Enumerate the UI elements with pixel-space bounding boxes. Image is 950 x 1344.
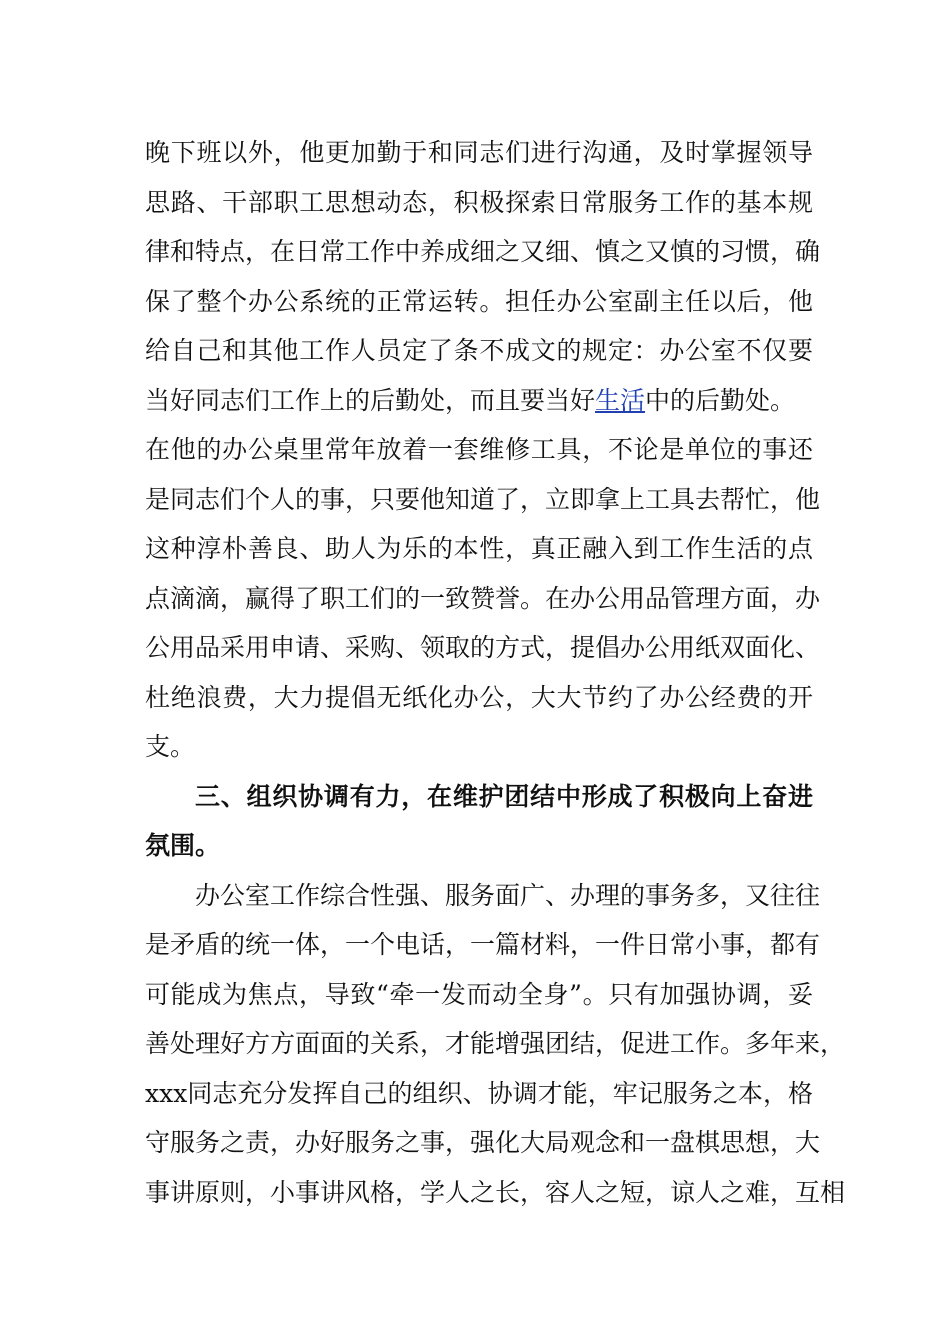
body-line: 支。 xyxy=(145,732,196,761)
body-line: 在他的办公桌里常年放着一套维修工具，不论是单位的事还 xyxy=(145,435,813,464)
body-line: 保了整个办公系统的正常运转。担任办公室副主任以后，他 xyxy=(145,286,813,316)
body-line: 给自己和其他工作人员定了条不成文的规定：办公室不仅要 xyxy=(145,336,813,365)
body-text: 中的后勤处。 xyxy=(645,385,796,415)
body-line: 是同志们个人的事，只要他知道了，立即拿上工具去帮忙，他 xyxy=(145,484,821,514)
body-line: 办公室工作综合性强、服务面广、办理的事务多，又往往 xyxy=(195,880,821,910)
body-line: 这种淳朴善良、助人为乐的本性，真正融入到工作生活的点 xyxy=(145,534,813,563)
body-line: 可能成为焦点，导致“牵一发而动全身”。只有加强协调，妥 xyxy=(145,979,813,1009)
body-line: 事讲原则，小事讲风格，学人之长，容人之短，谅人之难，互相 xyxy=(145,1177,846,1207)
body-line: 善处理好方方面面的关系，才能增强团结，促进工作。多年来， xyxy=(145,1029,846,1058)
body-line: 律和特点，在日常工作中养成细之又细、慎之又慎的习惯，确 xyxy=(145,237,821,266)
document-body xyxy=(145,128,846,1217)
body-line: xxx同志充分发挥自己的组织、协调才能，牢记服务之本，格 xyxy=(145,1078,813,1108)
body-line: 守服务之责，办好服务之事，强化大局观念和一盘棋思想，大 xyxy=(145,1128,821,1157)
body-line: 杜绝浪费，大力提倡无纸化办公，大大节约了办公经费的开 xyxy=(145,682,813,712)
body-line: 是矛盾的统一体，一个电话，一篇材料，一件日常小事，都有 xyxy=(145,930,821,959)
body-line: 点滴滴，赢得了职工们的一致赞誉。在办公用品管理方面，办 xyxy=(145,583,821,613)
body-line: 晚下班以外，他更加勤于和同志们进行沟通，及时掌握领导 xyxy=(145,138,813,167)
body-text: 当好同志们工作上的后勤处，而且要当好 xyxy=(145,385,596,415)
body-line-with-link xyxy=(145,376,813,426)
section-heading-continued: 氛围。 xyxy=(145,831,221,860)
section-heading: 三、组织协调有力，在维护团结中形成了积极向上奋进 xyxy=(195,781,813,811)
body-line: 公用品采用申请、采购、领取的方式，提倡办公用纸双面化、 xyxy=(145,633,821,662)
body-line: 思路、干部职工思想动态，积极探索日常服务工作的基本规 xyxy=(145,187,813,217)
life-link[interactable]: 生活 xyxy=(595,385,646,415)
